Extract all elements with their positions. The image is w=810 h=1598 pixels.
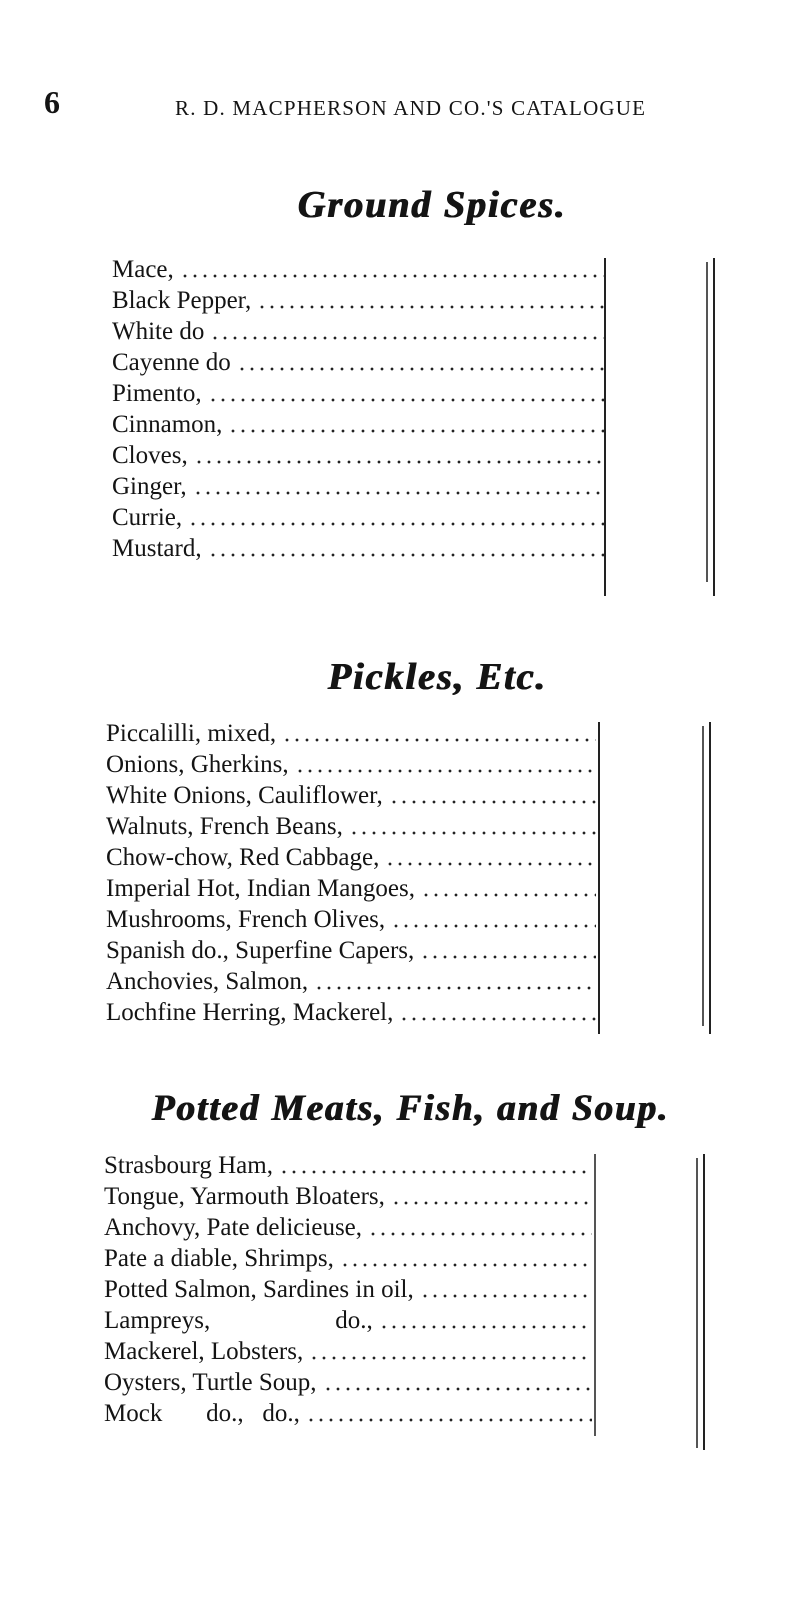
list-item — [106, 997, 596, 1028]
list-item — [112, 471, 604, 502]
list-item — [112, 502, 604, 533]
column-rule — [713, 258, 715, 596]
list-item — [106, 904, 596, 935]
item-label: White do — [112, 318, 205, 345]
running-head: R. D. MACPHERSON AND CO.'S CATALOGUE — [175, 96, 647, 120]
dot-leader — [420, 955, 596, 959]
item-label: Ginger, — [112, 473, 187, 500]
list-item — [106, 842, 596, 873]
item-label: Anchovy, Pate delicieuse, — [104, 1214, 363, 1241]
list-item — [104, 1212, 592, 1243]
item-label: Anchovies, Salmon, — [106, 968, 309, 995]
dot-leader — [306, 1418, 592, 1422]
column-rule — [696, 1158, 698, 1448]
item-label: Chow-chow, Red Cabbage, — [106, 844, 380, 871]
section-title-potted-meats: Potted Meats, Fish, and Soup. — [152, 1088, 670, 1129]
column-rule — [709, 722, 711, 1034]
item-label: Lampreys, do., — [104, 1307, 373, 1334]
list-item — [104, 1398, 592, 1429]
dot-leader — [210, 336, 604, 340]
dot-leader — [389, 800, 596, 804]
dot-leader — [391, 924, 596, 928]
dot-leader — [295, 769, 596, 773]
dot-leader — [180, 274, 604, 278]
dot-leader — [399, 1017, 596, 1021]
list-item — [106, 873, 596, 904]
price-list-potted-meats — [104, 1150, 592, 1429]
list-item — [112, 316, 604, 347]
dot-leader — [323, 1387, 592, 1391]
dot-leader — [237, 367, 604, 371]
dot-leader — [193, 491, 604, 495]
dot-leader — [188, 522, 604, 526]
item-label: Mock do., do., — [104, 1400, 300, 1427]
price-list-ground-spices — [112, 254, 604, 564]
dot-leader — [257, 305, 604, 309]
item-label: Mushrooms, French Olives, — [106, 906, 386, 933]
column-rule — [702, 726, 704, 1026]
item-label: Walnuts, French Beans, — [106, 813, 343, 840]
item-label: Mustard, — [112, 535, 202, 562]
dot-leader — [228, 429, 604, 433]
list-item — [104, 1150, 592, 1181]
dot-leader — [194, 460, 604, 464]
list-item — [104, 1181, 592, 1212]
dot-leader — [421, 893, 596, 897]
dot-leader — [208, 553, 604, 557]
list-item — [106, 966, 596, 997]
dot-leader — [368, 1232, 592, 1236]
dot-leader — [279, 1170, 592, 1174]
dot-leader — [379, 1325, 592, 1329]
list-item — [106, 935, 596, 966]
dot-leader — [340, 1263, 592, 1267]
column-rule — [594, 1154, 596, 1436]
page-number: 6 — [44, 84, 60, 120]
dot-leader — [309, 1356, 592, 1360]
list-item — [104, 1305, 592, 1336]
item-label: Imperial Hot, Indian Mangoes, — [106, 875, 415, 902]
list-item — [104, 1336, 592, 1367]
list-item — [112, 254, 604, 285]
list-item — [112, 533, 604, 564]
section-title-ground-spices: Ground Spices. — [298, 184, 567, 226]
dot-leader — [385, 862, 596, 866]
list-item — [106, 718, 596, 749]
item-label: Strasbourg Ham, — [104, 1152, 273, 1179]
item-label: Pate a diable, Shrimps, — [104, 1245, 334, 1272]
list-item — [106, 780, 596, 811]
item-label: Tongue, Yarmouth Bloaters, — [104, 1183, 385, 1210]
list-item — [112, 285, 604, 316]
item-label: Cayenne do — [112, 349, 231, 376]
column-rule — [703, 1154, 705, 1450]
list-item — [112, 378, 604, 409]
price-list-pickles — [106, 718, 596, 1028]
item-label: Lochfine Herring, Mackerel, — [106, 999, 394, 1026]
list-item — [104, 1274, 592, 1305]
item-label: Pimento, — [112, 380, 202, 407]
list-item — [104, 1243, 592, 1274]
item-label: Piccalilli, mixed, — [106, 720, 277, 747]
item-label: Cloves, — [112, 442, 188, 469]
dot-leader — [208, 398, 604, 402]
dot-leader — [314, 986, 596, 990]
dot-leader — [349, 831, 596, 835]
dot-leader — [391, 1201, 592, 1205]
list-item — [104, 1367, 592, 1398]
column-rule — [598, 722, 600, 1034]
list-item — [112, 409, 604, 440]
section-title-pickles: Pickles, Etc. — [328, 656, 548, 698]
list-item — [106, 811, 596, 842]
list-item — [106, 749, 596, 780]
item-label: Onions, Gherkins, — [106, 751, 289, 778]
list-item — [112, 347, 604, 378]
item-label: Oysters, Turtle Soup, — [104, 1369, 317, 1396]
item-label: Cinnamon, — [112, 411, 223, 438]
dot-leader — [420, 1294, 592, 1298]
item-label: Spanish do., Superfine Capers, — [106, 937, 415, 964]
item-label: White Onions, Cauliflower, — [106, 782, 383, 809]
item-label: Mace, — [112, 256, 174, 283]
item-label: Black Pepper, — [112, 287, 252, 314]
dot-leader — [282, 738, 596, 742]
column-rule — [604, 258, 606, 596]
item-label: Potted Salmon, Sardines in oil, — [104, 1276, 414, 1303]
item-label: Currie, — [112, 504, 183, 531]
list-item — [112, 440, 604, 471]
item-label: Mackerel, Lobsters, — [104, 1338, 304, 1365]
column-rule — [706, 262, 708, 582]
